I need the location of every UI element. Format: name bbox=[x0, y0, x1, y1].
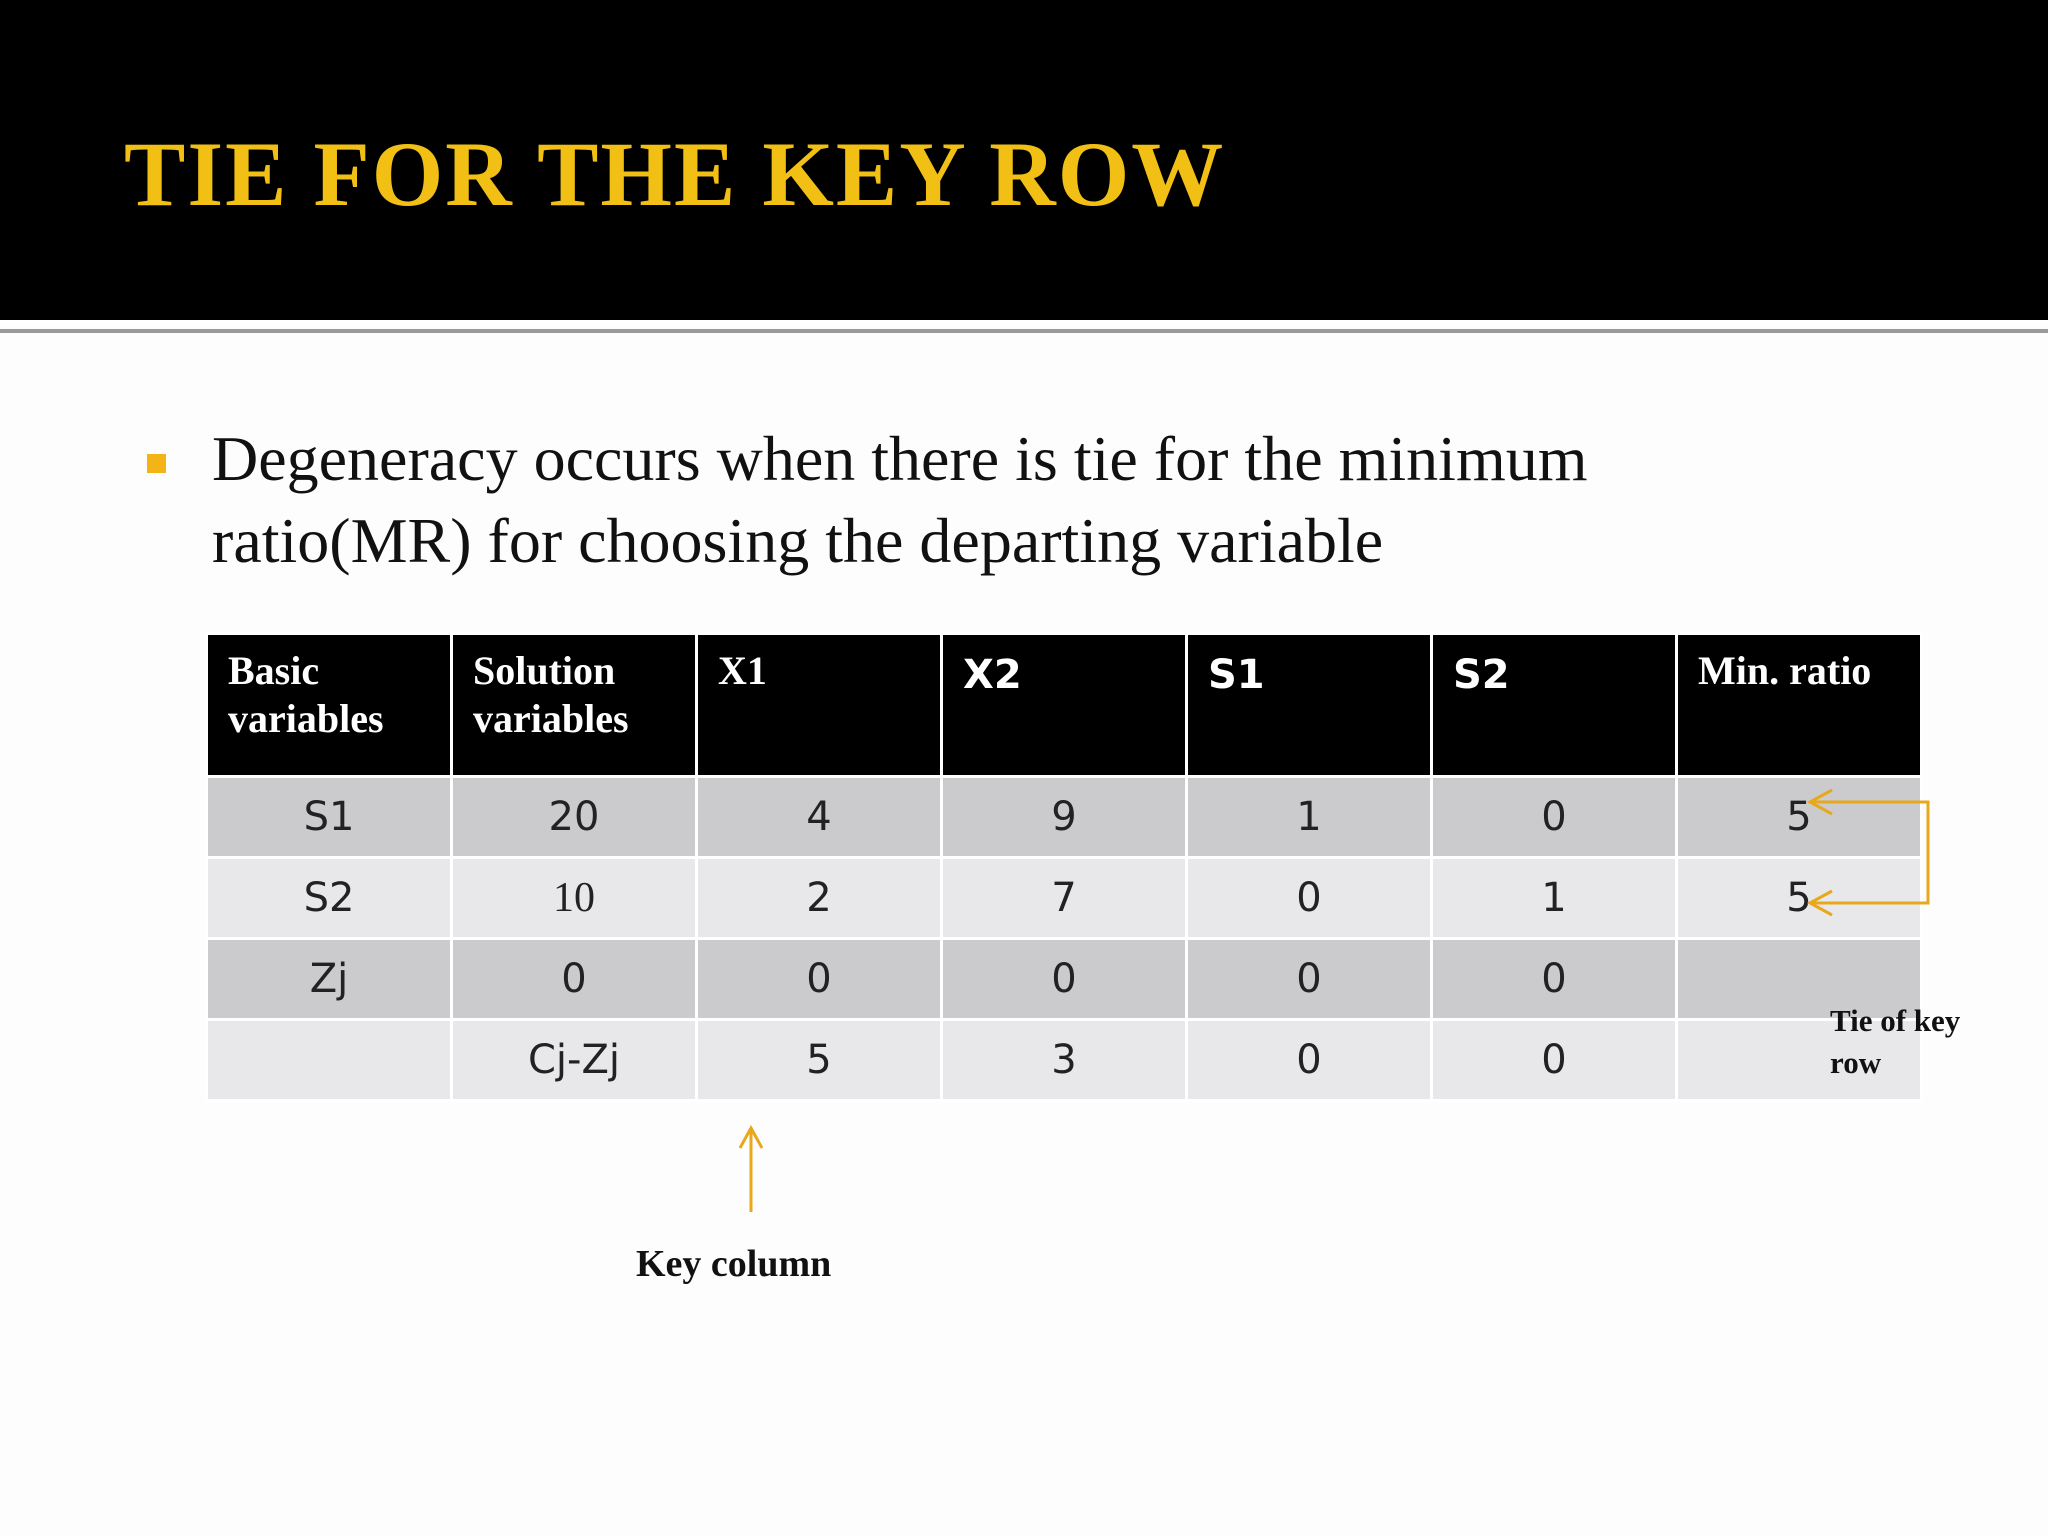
table-cell: 3 bbox=[942, 1020, 1187, 1101]
title-divider-white bbox=[0, 320, 2048, 325]
table-cell: 7 bbox=[942, 858, 1187, 939]
table-cell: 5 bbox=[697, 1020, 942, 1101]
bullet-text: Degeneracy occurs when there is tie for the minimum ratio(MR) for choosing the departing variable bbox=[212, 423, 1588, 576]
header-x2: X2 bbox=[942, 634, 1187, 777]
title-divider-gray bbox=[0, 329, 2048, 333]
table-cell: 0 bbox=[452, 939, 697, 1020]
table-cell: 5 bbox=[1677, 777, 1922, 858]
table-cell: 1 bbox=[1187, 777, 1432, 858]
table-cell: 0 bbox=[1432, 939, 1677, 1020]
title-bar bbox=[0, 0, 2048, 320]
key-column-arrow-icon bbox=[740, 1128, 762, 1212]
header-basic-variables: Basic variables bbox=[207, 634, 452, 777]
header-s1: S1 bbox=[1187, 634, 1432, 777]
tie-of-key-row-label: Tie of key row bbox=[1830, 1003, 1961, 1080]
table-cell: 9 bbox=[942, 777, 1187, 858]
header-s2: S2 bbox=[1432, 634, 1677, 777]
table-cell: 1 bbox=[1432, 858, 1677, 939]
table-row-cj-zj bbox=[207, 1020, 1922, 1101]
table-cell: 4 bbox=[697, 777, 942, 858]
header-x1: X1 bbox=[697, 634, 942, 777]
table-row-s1 bbox=[207, 777, 1922, 858]
table-cell bbox=[207, 1020, 452, 1101]
table-cell: 20 bbox=[452, 777, 697, 858]
table-cell: 0 bbox=[942, 939, 1187, 1020]
table-cell: Cj-Zj bbox=[452, 1020, 697, 1101]
table-cell: 2 bbox=[697, 858, 942, 939]
table-cell: Zj bbox=[207, 939, 452, 1020]
table-cell: 0 bbox=[1187, 939, 1432, 1020]
table-header-row bbox=[207, 634, 1922, 777]
table-cell: 0 bbox=[1187, 858, 1432, 939]
key-column-label: Key column bbox=[636, 1243, 832, 1285]
bullet-square-icon bbox=[147, 454, 166, 473]
table-cell: S1 bbox=[207, 777, 452, 858]
table-row-s2 bbox=[207, 858, 1922, 939]
table-row-zj bbox=[207, 939, 1922, 1020]
header-min-ratio: Min. ratio bbox=[1677, 634, 1922, 777]
simplex-table bbox=[205, 632, 1923, 1102]
slide-title: TIE FOR THE KEY ROW bbox=[124, 123, 1226, 225]
table-cell: 0 bbox=[1432, 1020, 1677, 1101]
table-cell: 5 bbox=[1677, 858, 1922, 939]
header-solution-variables: Solution variables bbox=[452, 634, 697, 777]
table-cell: S2 bbox=[207, 858, 452, 939]
table-cell: 0 bbox=[1432, 777, 1677, 858]
table-cell: 0 bbox=[697, 939, 942, 1020]
table-cell: 0 bbox=[1187, 1020, 1432, 1101]
table-cell: 10 bbox=[452, 858, 697, 939]
